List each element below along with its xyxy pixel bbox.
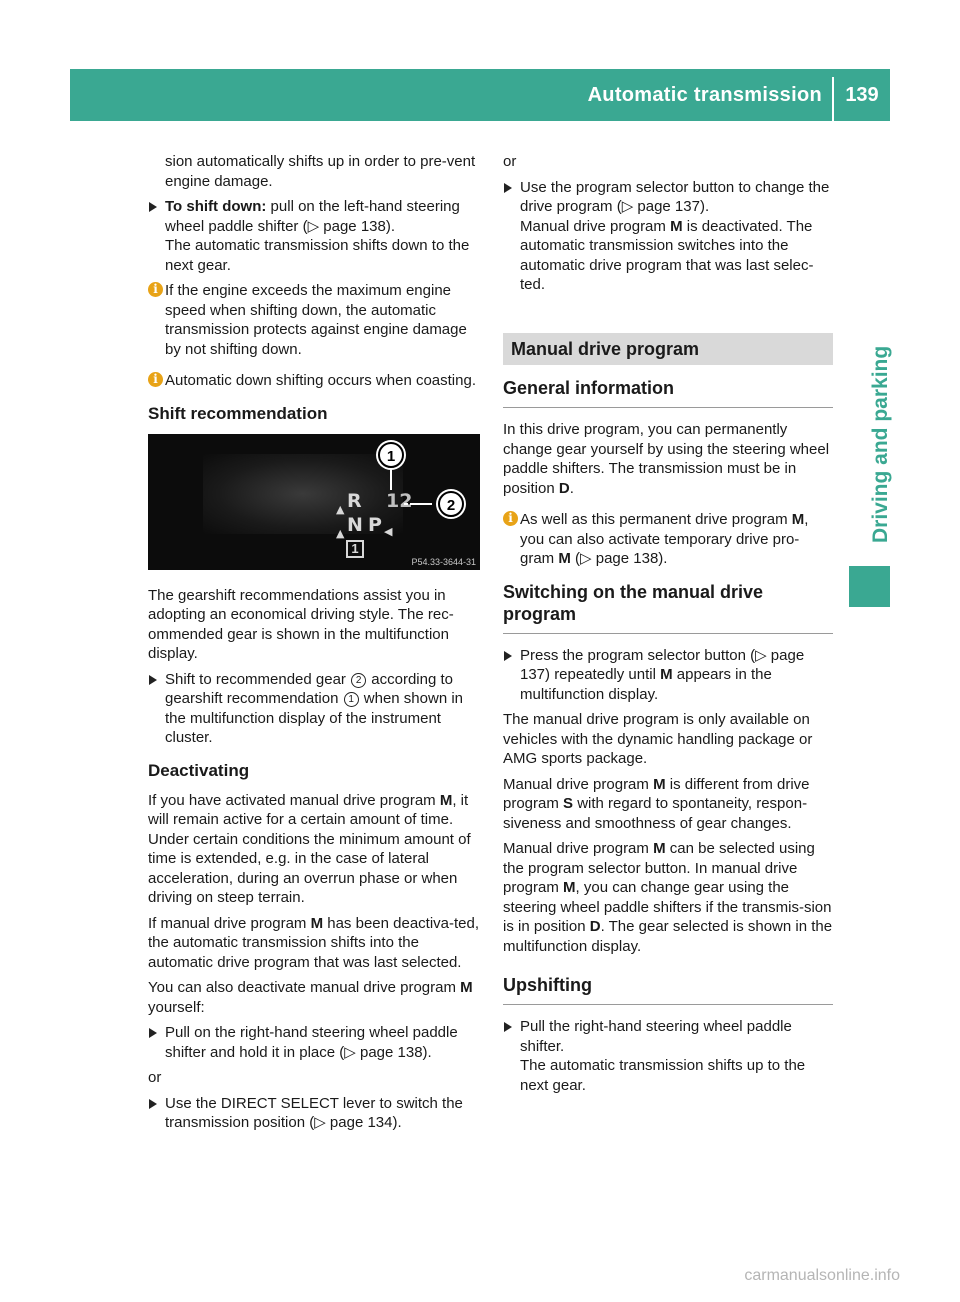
gear-p: P — [368, 513, 382, 536]
difference-paragraph: Manual drive program M is different from drive program S with regard to spontaneity, respon-siveness and smoothness of gear changes. — [503, 775, 810, 832]
note-text: Automatic down shifting occurs when coasting. — [165, 372, 476, 389]
step-arrow-icon — [149, 202, 157, 212]
step-arrow-icon — [504, 651, 512, 661]
step-arrow-icon — [149, 1028, 157, 1038]
watermark: carmanualsonline.info — [744, 1267, 900, 1284]
note-text: If the engine exceeds the maximum engine speed when shifting down, the automatic transmission protects against engine damage by not shifting down. — [165, 282, 467, 358]
step-arrow-icon — [504, 1022, 512, 1032]
heading-upshifting: Upshifting — [503, 974, 833, 1005]
step-direct-select — [148, 1094, 480, 1133]
step-text: Use the DIRECT SELECT lever to switch the transmission position (▷ page 134). — [165, 1094, 463, 1131]
gear-n: N — [347, 513, 363, 536]
step-text: Pull on the right-hand steering wheel paddle shifter and hold it in place (▷ page 138). — [165, 1024, 458, 1061]
instrument-cluster-figure — [148, 434, 480, 570]
figure-code: P54.33-3644-31 — [411, 556, 476, 567]
callout-1: 1 — [378, 442, 404, 468]
step-text: according to gearshift recommendation — [165, 670, 453, 707]
chapter-tab — [849, 121, 890, 560]
current-gear-box: 1 — [346, 540, 364, 558]
chapter-marker — [849, 566, 890, 607]
up-arrow-icon: ▲ — [336, 502, 345, 516]
gearshift-paragraph: The gearshift recommendations assist you in adopting an economical driving style. The rec-ommended gear is shown in the multifunction display. — [148, 586, 454, 662]
left-arrow-icon: ◀ — [384, 524, 393, 538]
step-press-selector: Press the program selector button (▷ page 137) repeatedly until M appears in the multifunction display. — [503, 646, 833, 705]
callout-ref-1: 1 — [344, 692, 359, 707]
header-bar — [70, 69, 890, 121]
step-text: when shown in the multifunction display of the instrument cluster. — [165, 690, 464, 746]
recommended-gear: 12 — [386, 489, 413, 512]
availability-paragraph: The manual drive program is only available on vehicles with the dynamic handling package or AMG sports package. — [503, 711, 813, 767]
heading-switching-on: Switching on the manual drive program — [503, 581, 833, 634]
deactivate-paragraph-1: If you have activated manual drive program M, it will remain active for a certain amount of time. Under certain conditions the minimum amount of time is extended, e.g. in the case of lateral acceleration, during an overrun phase or when driving on steep terrain. — [148, 791, 471, 906]
step-result: The automatic transmission shifts down to the next gear. — [165, 237, 470, 274]
step-text: Use the program selector button to change the drive program (▷ page 137). — [520, 178, 830, 215]
step-pull-paddle — [148, 1023, 480, 1062]
step-text: Pull the right-hand steering wheel paddle shifter. — [520, 1018, 792, 1055]
continued-text: sion automatically shifts up in order to pre-vent engine damage. — [165, 153, 476, 190]
step-shift-recommended — [148, 670, 480, 748]
or-separator: or — [148, 1069, 162, 1086]
step-upshift — [503, 1017, 833, 1095]
info-icon: i — [503, 511, 518, 526]
step-arrow-icon — [149, 1099, 157, 1109]
step-program-selector: Use the program selector button to change the drive program (▷ page 137). Manual drive program M is deactivated. The automatic transmission switches into the automatic drive program that was last selec-ted. — [503, 178, 833, 295]
chapter-tab-label: Driving and parking — [869, 345, 892, 543]
step-result: The automatic transmission shifts up to the next gear. — [520, 1057, 806, 1094]
step-arrow-icon — [504, 183, 512, 193]
deactivate-paragraph-3: You can also deactivate manual drive program M yourself: — [148, 979, 473, 1016]
gear-r: R — [347, 489, 362, 512]
step-text: pull on the left-hand steering wheel paddle shifter (▷ page 138). — [165, 198, 460, 235]
section-title: Automatic transmission — [587, 84, 822, 106]
left-column — [148, 152, 480, 1139]
heading-shift-recommendation: Shift recommendation — [148, 403, 328, 423]
callout-2: 2 — [438, 491, 464, 517]
selection-paragraph: Manual drive program M can be selected using the program selector button. In manual drive program M, you can change gear using the steering wheel paddle shifters if the transmis-sion is in position D. The gear selected is shown in the multifunction display. — [503, 840, 833, 955]
heading-deactivating: Deactivating — [148, 760, 250, 780]
general-paragraph: In this drive program, you can permanently change gear yourself by using the steering wheel paddle shifters. The transmission must be in position D. — [503, 421, 830, 497]
or-separator: or — [503, 153, 517, 170]
note-max-speed — [148, 281, 480, 359]
right-column — [503, 152, 833, 1101]
info-icon: i — [148, 282, 163, 297]
page-number: 139 — [845, 84, 879, 106]
step-text: Shift to recommended gear — [165, 670, 346, 688]
note-temporary-program: i As well as this permanent drive program M, you can also activate temporary drive pro-gram M (▷ page 138). — [503, 510, 833, 569]
callout-lines — [148, 434, 480, 570]
heading-manual-drive-program: Manual drive program — [503, 333, 833, 366]
deactivate-paragraph-2: If manual drive program M has been deactiva-ted, the automatic transmission shifts into the automatic drive program that was last selected. — [148, 914, 480, 971]
heading-general-information: General information — [503, 377, 833, 408]
step-shift-down — [148, 197, 480, 275]
info-icon: i — [148, 372, 163, 387]
step-lead: To shift down: — [165, 198, 267, 215]
step-arrow-icon — [149, 675, 157, 685]
up-arrow-icon: ▲ — [336, 526, 345, 540]
callout-ref-2: 2 — [351, 673, 366, 688]
note-coasting — [148, 371, 480, 391]
